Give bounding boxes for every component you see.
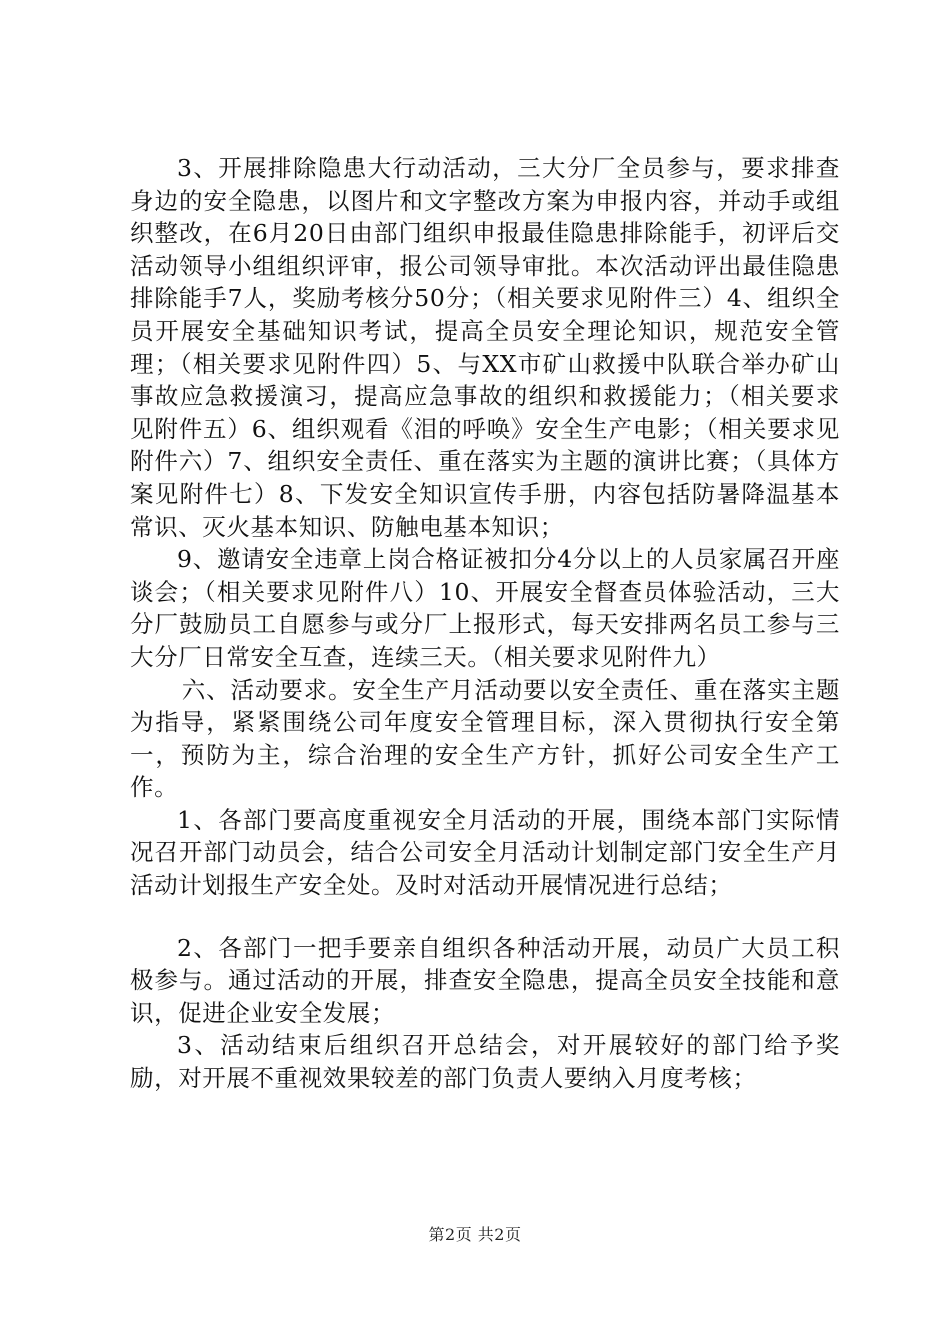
paragraph-requirement-1: 1、各部门要高度重视安全月活动的开展，围绕本部门实际情况召开部门动员会，结合公司安全月活动计划制定部门安全生产月活动计划报生产安全处。及时对活动开展情况进行总结；	[130, 805, 840, 900]
paragraph-section-6-requirements: 六、活动要求。安全生产月活动要以安全责任、重在落实主题为指导，紧紧围绕公司年度安全管理目标，深入贯彻执行安全第一，预防为主，综合治理的安全生产方针，抓好公司安全生产工作。	[130, 675, 840, 802]
paragraph-requirement-3: 3、活动结束后组织召开总结会，对开展较好的部门给予奖励，对开展不重视效果较差的部门负责人要纳入月度考核；	[130, 1031, 840, 1093]
document-body	[130, 152, 840, 1095]
paragraph-item-9-family-meeting: 9、邀请安全违章上岗合格证被扣分4分以上的人员家属召开座谈会；（相关要求见附件八）10、开展安全督查员体验活动，三大分厂鼓励员工自愿参与或分厂上报形式，每天安排两名员工参与三大分厂日常安全互查，连续三天。（相关要求见附件九）	[130, 545, 840, 671]
page-number-footer: 第2页 共2页	[428, 1225, 522, 1244]
paragraph-requirement-2: 2、各部门一把手要亲自组织各种活动开展，动员广大员工积极参与。通过活动的开展，排查安全隐患，提高全员安全技能和意识，促进企业安全发展；	[130, 933, 840, 1027]
paragraph-item-3-hazard-campaign: 3、开展排除隐患大行动活动，三大分厂全员参与，要求排查身边的安全隐患，以图片和文字整改方案为申报内容，并动手或组织整改，在6月20日由部门组织申报最佳隐患排除能手，初评后交活动领导小组组织评审，报公司领导审批。本次活动评出最佳隐患排除能手7人，奖励考核分50分；（相关要求见附件三）4、组织全员开展安全基础知识考试，提高全员安全理论知识，规范安全管理；（相关要求见附件四）5、与XX市矿山救援中队联合举办矿山事故应急救援演习，提高应急事故的组织和救援能力；（相关要求见附件五）6、组织观看《泪的呼唤》安全生产电影；（相关要求见附件六）7、组织安全责任、重在落实为主题的演讲比赛；（具体方案见附件七）8、下发安全知识宣传手册，内容包括防暑降温基本常识、灭火基本知识、防触电基本知识；	[130, 154, 840, 541]
